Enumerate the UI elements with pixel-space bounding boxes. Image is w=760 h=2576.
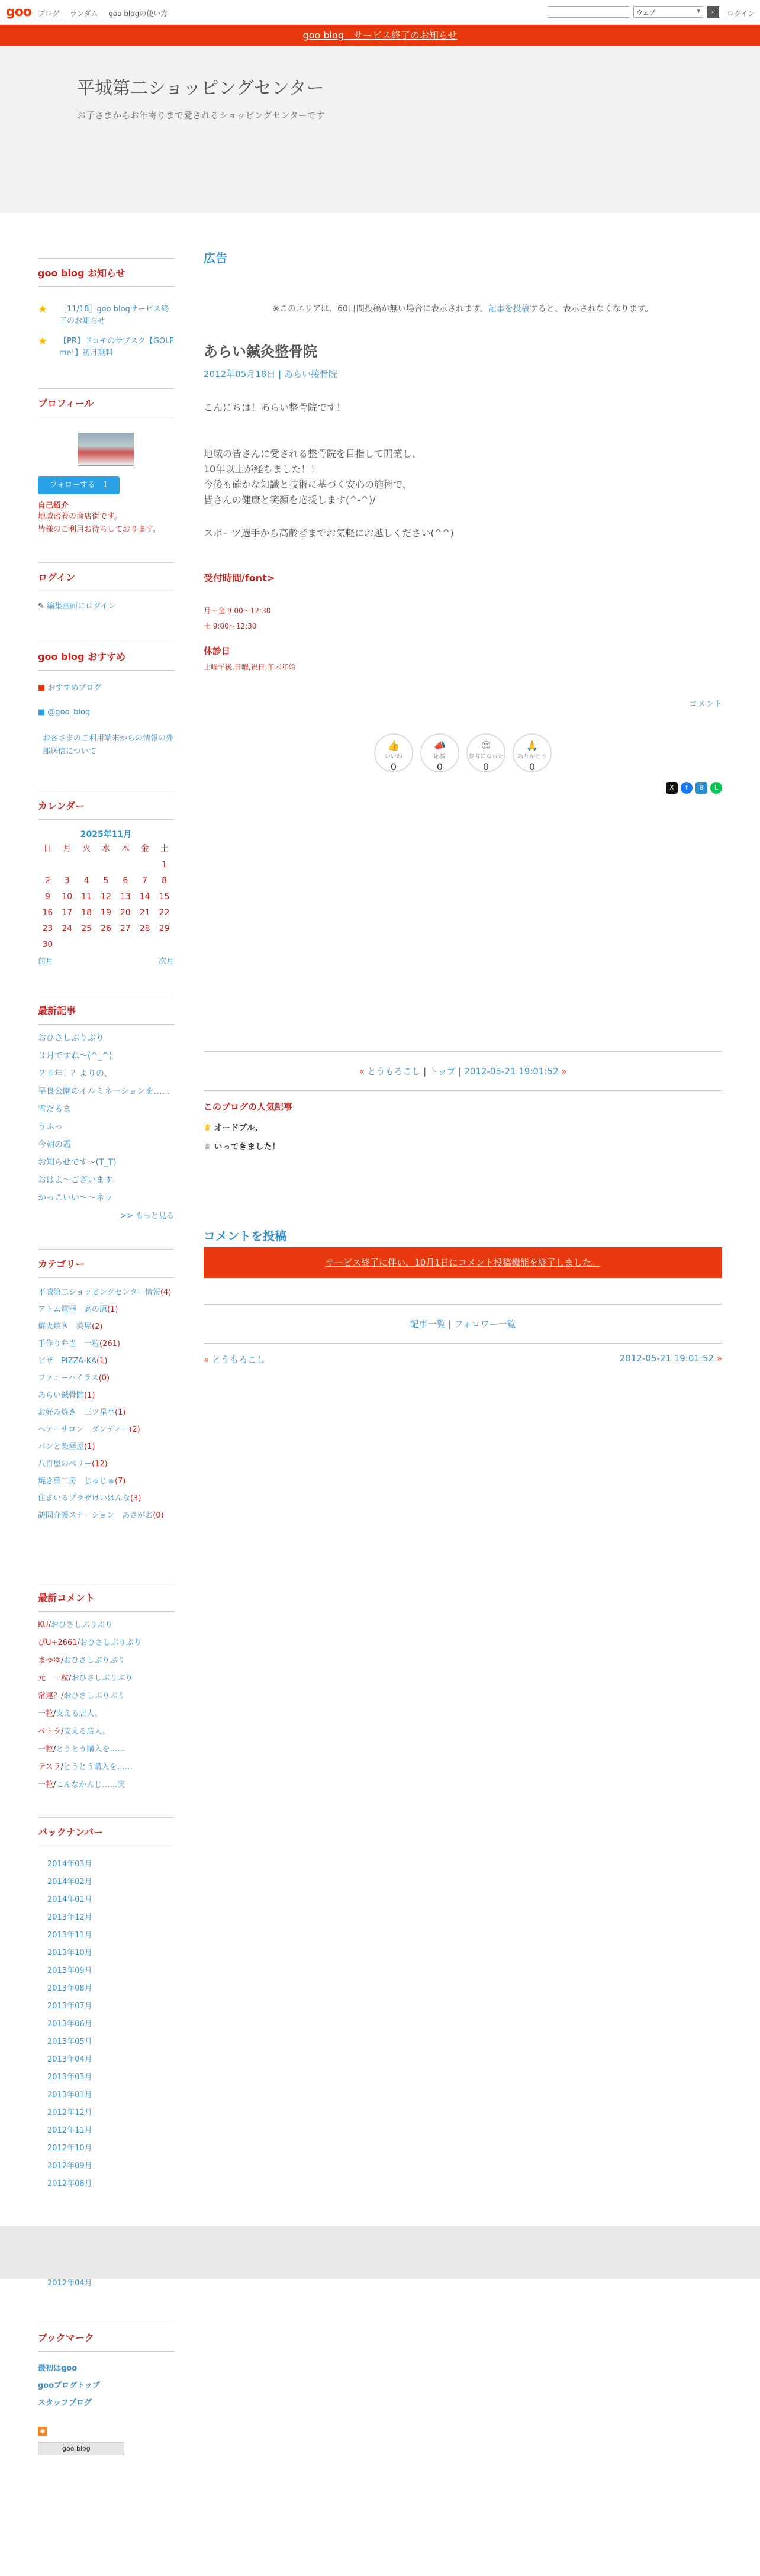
goo-blog-badge[interactable]: goo blog — [38, 2442, 124, 2455]
intro-text: 地域密着の商店街です。 皆様のご利用お待ちしております。 — [38, 512, 160, 534]
top-bar — [0, 0, 760, 25]
sidebar-calendar — [38, 791, 174, 967]
prev-post-link[interactable]: とうもろこし — [367, 1066, 421, 1077]
x-share-icon[interactable]: X — [666, 782, 678, 794]
recommend-blog-link[interactable]: おすすめブログ — [47, 684, 102, 693]
backnumber-item[interactable]: 2013年05月 — [47, 2037, 92, 2046]
calendar-day: 20 — [120, 907, 131, 917]
profile-image[interactable] — [78, 433, 134, 466]
category-count: (1) — [96, 1357, 108, 1366]
bookmark-goo[interactable]: 最初はgoo — [38, 2364, 78, 2373]
comment-separator: / — [53, 1709, 56, 1718]
blog-description: お子さまからお年寄りまで愛されるショッピングセンターです — [77, 110, 325, 121]
calendar-day: 6 — [123, 875, 128, 886]
recent-post-link[interactable]: 雪だるま — [38, 1105, 71, 1114]
comment-post-link[interactable]: 支える店人。 — [56, 1709, 102, 1718]
backnumber-item[interactable]: 2013年03月 — [47, 2073, 92, 2082]
goo-blog-icon: ■ — [38, 684, 48, 693]
category-link[interactable]: ヘアーサロン ダンディー — [38, 1425, 130, 1434]
recent-post-link[interactable]: お知らせです〜(T_T) — [38, 1158, 117, 1167]
recent-post-link[interactable]: 今朝の霜 — [38, 1140, 71, 1149]
sidebar-bookmark — [38, 2323, 174, 2455]
reaction-button[interactable] — [420, 733, 459, 772]
categories-heading: カテゴリー — [38, 1249, 174, 1278]
article-line: 今後も確かな知識と技術に基づく安心の施術で、 — [204, 479, 412, 490]
comment-item — [38, 1634, 174, 1652]
comment-post-link[interactable]: おひさしぶりぶり — [71, 1674, 133, 1683]
backnumber-item[interactable]: 2012年10月 — [47, 2144, 92, 2153]
category-item — [38, 1493, 174, 1504]
comment-item — [38, 1776, 174, 1794]
reaction-button[interactable] — [374, 733, 413, 772]
crown-silver-icon: ♛ — [204, 1142, 214, 1152]
calendar-day: 7 — [142, 875, 148, 886]
star-icon: ★ — [38, 303, 48, 315]
reaction-count: 0 — [390, 761, 397, 772]
calendar-day: 9 — [44, 891, 50, 901]
comment-author: ぴU+2661 — [38, 1638, 78, 1647]
category-count: (3) — [130, 1494, 141, 1503]
article-category[interactable]: あらい接骨院 — [284, 369, 337, 379]
calendar-day: 13 — [120, 891, 131, 901]
category-count: (0) — [98, 1374, 110, 1383]
calendar-day: 8 — [162, 875, 167, 886]
reaction-buttons — [204, 733, 722, 772]
comment-item — [38, 1759, 174, 1776]
comment-post-link[interactable]: 支える店人。 — [63, 1727, 110, 1736]
comment-separator: / — [60, 1763, 63, 1772]
calendar-empty-cell — [154, 936, 174, 952]
ad-post-link[interactable]: 記事を投稿 — [488, 304, 530, 314]
backnumber-item[interactable]: 2014年02月 — [47, 1878, 92, 1886]
ad-text-1: ※このエリアは、60日間投稿が無い場合に表示されます。 — [272, 304, 488, 314]
recent-post-link[interactable]: おひさしぶりぶり — [38, 1033, 104, 1043]
prev-arrow-icon: « — [359, 1066, 368, 1077]
category-item — [38, 1459, 174, 1470]
category-link[interactable]: あらい鍼骨院 — [38, 1391, 85, 1400]
recent-comments-heading: 最新コメント — [38, 1583, 174, 1612]
category-count: (1) — [107, 1305, 118, 1314]
calendar-day: 30 — [42, 939, 53, 949]
reaction-icon: 👍 — [388, 740, 400, 751]
category-link[interactable]: アトム電器 高の原 — [38, 1305, 108, 1314]
comment-separator: / — [53, 1780, 56, 1789]
weekday-label: 日 — [43, 844, 52, 854]
comment-author: 常連？ — [38, 1692, 62, 1701]
admin-login-link[interactable]: 編集画面にログイン — [47, 602, 116, 611]
calendar-day: 17 — [62, 907, 73, 917]
external-send-info-link[interactable]: お客さまのご利用端末からの情報の外部送信について — [43, 734, 174, 756]
reaction-count: 0 — [529, 761, 536, 772]
recent-post-link[interactable]: うふっ — [38, 1122, 63, 1132]
category-count: (12) — [92, 1460, 108, 1469]
calendar-day: 1 — [162, 859, 167, 870]
comment-author: KU — [38, 1621, 49, 1630]
category-link[interactable]: ファニーハイラス — [38, 1374, 99, 1383]
comment-item — [38, 1652, 174, 1670]
category-link[interactable]: ピザ PIZZA-KA — [38, 1357, 96, 1366]
calendar-empty-cell — [135, 936, 154, 952]
intro-title: 自己紹介 — [38, 501, 69, 510]
comment-link[interactable]: コメント — [689, 700, 722, 709]
weekday-label: 金 — [140, 844, 149, 854]
comment-author: テスラ — [38, 1763, 61, 1772]
category-link[interactable]: パンと楽器屋 — [38, 1442, 85, 1451]
comment-post-link[interactable]: とうとう購入を…… — [63, 1763, 133, 1772]
comment-item — [38, 1705, 174, 1723]
more-posts-link[interactable]: >> もっと見る — [120, 1212, 174, 1221]
blog-title[interactable]: 平城第二ショッピングセンター — [77, 78, 324, 99]
footer-separator: | — [445, 1319, 455, 1329]
category-item — [38, 1373, 174, 1384]
reaction-count: 0 — [436, 761, 443, 772]
category-item — [38, 1442, 174, 1453]
calendar-empty-cell — [77, 936, 96, 952]
backnumber-item[interactable]: 2013年12月 — [47, 1913, 92, 1922]
goo-blog-twitter-link[interactable]: @goo_blog — [47, 708, 91, 717]
comment-separator: / — [61, 1692, 64, 1701]
comment-post-link[interactable]: とうとう購入を…… — [56, 1745, 125, 1754]
article-title[interactable]: あらい鍼灸整骨院 — [204, 343, 317, 360]
calendar-day: 28 — [139, 923, 150, 933]
category-count: (4) — [160, 1288, 172, 1297]
calendar-day: 24 — [62, 923, 73, 933]
post-comment-heading: コメントを投稿 — [204, 1229, 286, 1243]
recent-post-link[interactable]: おはよ〜ございます。 — [38, 1176, 120, 1185]
news-item-1[interactable]: ［11/18］goo blogサービス終了のお知らせ — [59, 305, 169, 326]
facebook-share-icon[interactable]: f — [681, 782, 693, 794]
article-closing: スポーツ選手から高齢者までお気軽にお越しください(^^) — [204, 527, 454, 539]
next-post-link[interactable]: 2012-05-21 19:01:52 — [464, 1066, 559, 1077]
reaction-label: いいね — [385, 754, 402, 760]
calendar-table — [38, 840, 174, 952]
comment-item — [38, 1723, 174, 1741]
reaction-icon: 📣 — [434, 740, 446, 751]
footer-band — [0, 2226, 760, 2279]
weekday-label: 月 — [63, 844, 72, 854]
divider — [204, 1304, 722, 1305]
category-item — [38, 1511, 174, 1521]
post-navigation: « とうもろこし | トップ | 2012-05-21 19:01:52 » このブログの人気記事 ♛ オードブル。 ♛ いってきました！ — [204, 1051, 722, 1157]
comment-post-link[interactable]: おひさしぶりぶり — [63, 1656, 125, 1665]
comment-post-link[interactable]: こんなかんじ……実 — [56, 1780, 125, 1789]
comment-item — [38, 1617, 174, 1634]
rss-icon[interactable]: ◉ — [38, 2427, 47, 2436]
backnumber-item[interactable]: 2014年03月 — [47, 1860, 92, 1869]
comment-author: 一粒 — [38, 1709, 54, 1718]
calendar-day: 19 — [101, 907, 111, 917]
sidebar-profile — [38, 388, 174, 536]
hours-line: 月〜金 9:00〜12:30 — [204, 607, 271, 615]
calendar-day: 14 — [139, 891, 150, 901]
top-link[interactable]: トップ — [429, 1066, 456, 1077]
category-item — [38, 1408, 174, 1418]
hours-list — [204, 603, 722, 634]
bookmark-goo-blog-top[interactable]: gooブログトップ — [38, 2381, 100, 2390]
recent-posts-heading: 最新記事 — [38, 996, 174, 1025]
next-arrow-icon: » — [714, 1353, 722, 1364]
backnumber-item[interactable]: 2012年11月 — [47, 2126, 92, 2135]
main-content — [204, 249, 722, 314]
comment-separator: / — [61, 1727, 64, 1736]
category-item — [38, 1305, 174, 1315]
category-count: (261) — [99, 1339, 120, 1348]
category-count: (2) — [92, 1322, 103, 1331]
reaction-label: ありがとう — [517, 754, 547, 760]
comment-item — [38, 1688, 174, 1705]
popular-item-1[interactable]: オードブル。 — [214, 1123, 263, 1133]
recent-post-link[interactable]: ２４年！？よりの、 — [38, 1069, 112, 1078]
category-item — [38, 1356, 174, 1367]
prev-arrow-icon: « — [204, 1354, 212, 1365]
backnumber-after — [38, 2276, 174, 2288]
meta-separator: | — [275, 369, 284, 379]
top-link-blog[interactable]: ブログ — [38, 9, 60, 18]
comment-separator: / — [61, 1656, 64, 1665]
divider — [204, 1343, 722, 1344]
sidebar-categories — [38, 1249, 174, 1528]
calendar-day: 23 — [42, 923, 53, 933]
comment-separator: / — [53, 1745, 56, 1754]
comment-author: 一粒 — [38, 1780, 54, 1789]
share-buttons — [204, 782, 722, 794]
backnumber-item[interactable]: 2012年09月 — [47, 2162, 92, 2171]
comment-post-link[interactable]: おひさしぶりぶり — [79, 1638, 141, 1647]
calendar-day: 4 — [83, 875, 89, 886]
reaction-icon: 😍 — [481, 740, 491, 751]
backnumber-item[interactable]: 2013年11月 — [47, 1931, 92, 1940]
sidebar-news — [38, 258, 174, 359]
weekday-label: 水 — [101, 844, 110, 854]
popular-item-2[interactable]: いってきました！ — [214, 1142, 281, 1152]
comment-post-link[interactable]: おひさしぶりぶり — [51, 1621, 113, 1630]
bottom-prev-link[interactable]: とうもろこし — [211, 1354, 265, 1365]
comment-closed-text[interactable]: サービス終了に伴い、10月1日にコメント投稿機能を終了しました。 — [326, 1257, 600, 1268]
backnumber-item[interactable]: 2013年10月 — [47, 1949, 92, 1957]
popular-heading: このブログの人気記事 — [204, 1102, 293, 1112]
category-link[interactable]: 焼火焼き 菜屋 — [38, 1322, 92, 1331]
calendar-day: 12 — [101, 891, 111, 901]
crown-gold-icon: ♛ — [204, 1123, 214, 1133]
article-meta — [204, 368, 722, 380]
article-line: 10年以上が経ちました！！ — [204, 463, 320, 475]
hatena-share-icon[interactable]: B — [695, 782, 707, 794]
category-count: (2) — [129, 1425, 140, 1434]
calendar-day: 5 — [103, 875, 109, 886]
category-link[interactable]: 平城第二ショッピングセンター情報 — [38, 1288, 160, 1297]
category-count: (0) — [153, 1511, 164, 1520]
calendar-empty-cell — [135, 856, 154, 872]
star-icon: ★ — [38, 335, 48, 347]
backnumber-item[interactable]: 2012年08月 — [47, 2179, 92, 2188]
article — [204, 340, 722, 794]
calendar-empty-cell — [96, 936, 116, 952]
comment-separator: / — [77, 1638, 80, 1647]
news-heading: goo blog お知らせ — [38, 258, 174, 287]
category-link[interactable]: 住まいるプラザけいはんな — [38, 1494, 131, 1503]
calendar-empty-cell — [115, 856, 135, 872]
top-link-random[interactable]: ランダム — [69, 9, 98, 18]
comment-separator: / — [69, 1674, 72, 1683]
comment-post-link[interactable]: おひさしぶりぶり — [63, 1692, 125, 1701]
search-icon[interactable]: ⌕ — [707, 6, 719, 18]
recent-post-link[interactable]: かっこいい〜〜ネッ — [38, 1193, 112, 1203]
calendar-empty-cell — [77, 856, 96, 872]
search-scope-select[interactable] — [633, 6, 703, 18]
recent-post-link[interactable]: 早良公園のイルミネーションを…… — [38, 1087, 170, 1096]
calendar-day: 3 — [64, 875, 70, 886]
backnumber-item[interactable]: 2013年08月 — [47, 1984, 92, 1993]
search-input[interactable] — [548, 6, 629, 18]
follow-button[interactable]: フォローする 1 — [38, 476, 120, 494]
category-count: (7) — [115, 1477, 126, 1486]
comment-item — [38, 1670, 174, 1688]
backnumber-item[interactable]: 2013年09月 — [47, 1966, 92, 1975]
comment-separator: / — [48, 1621, 51, 1630]
sidebar-recent-comments — [38, 1583, 174, 1794]
service-end-notice[interactable]: goo blog サービス終了のお知らせ — [0, 25, 760, 46]
recommend-heading: goo blog おすすめ — [38, 642, 174, 671]
backnumber-item[interactable]: 2013年07月 — [47, 2002, 92, 2011]
calendar-day: 2 — [44, 875, 50, 886]
weekday-label: 火 — [82, 844, 91, 854]
article-line: 地域の皆さんに愛される整骨院を目指して開業し、 — [204, 448, 422, 459]
category-item — [38, 1287, 174, 1298]
calendar-heading: カレンダー — [38, 791, 174, 820]
calendar-day: 26 — [101, 923, 111, 933]
comment-section — [204, 1226, 722, 1371]
category-link[interactable]: 焼き菓工房 じゅじゅ — [38, 1477, 115, 1486]
comment-author: まゆゆ — [38, 1656, 62, 1665]
comment-author: ペトラ — [38, 1727, 62, 1736]
article-greeting: こんにちは！あらい整骨院です！ — [204, 402, 346, 413]
search-scope-value: ウェブ — [636, 9, 656, 17]
top-links — [38, 8, 176, 18]
recent-post-link[interactable]: ３月ですね〜(^_^) — [38, 1051, 112, 1061]
bookmark-heading: ブックマーク — [38, 2323, 174, 2352]
twitter-icon: ■ — [38, 708, 48, 717]
weekday-label: 木 — [121, 844, 130, 854]
category-count: (1) — [115, 1408, 126, 1417]
category-item — [38, 1476, 174, 1487]
calendar-day: 16 — [42, 907, 53, 917]
hours-line: 土 9:00〜12:30 — [204, 622, 257, 630]
holiday-title: 休診日 — [204, 646, 231, 656]
backnumber-item[interactable]: 2013年01月 — [47, 2091, 92, 2100]
backnumber-heading: バックナンバー — [38, 1817, 174, 1846]
category-item — [38, 1390, 174, 1401]
category-link[interactable]: 手作り弁当 一粒 — [38, 1339, 100, 1348]
reaction-icon: 🙏 — [526, 740, 538, 751]
calendar-day: 21 — [139, 907, 150, 917]
hours-title: 受付時間/font> — [204, 572, 275, 584]
sidebar-recommend — [38, 642, 174, 758]
followers-list-link[interactable]: フォロワー一覧 — [454, 1319, 516, 1329]
calendar-next-month[interactable]: 次月 — [158, 957, 174, 966]
reaction-count: 0 — [482, 761, 490, 772]
backnumber-item-2012-04[interactable]: 2012年04月 — [47, 2279, 92, 2288]
top-link-howto[interactable]: goo blogの使い方 — [108, 9, 168, 18]
login-heading: ログイン — [38, 562, 174, 591]
blog-header — [0, 46, 760, 213]
reaction-label: 応援 — [434, 754, 446, 760]
profile-heading: プロフィール — [38, 388, 174, 417]
article-list-link[interactable]: 記事一覧 — [410, 1319, 446, 1329]
sidebar-backnumber — [38, 1817, 174, 2193]
category-link[interactable]: 八百屋のベリー — [38, 1460, 92, 1469]
backnumber-item[interactable]: 2012年12月 — [47, 2108, 92, 2117]
ad-heading: 広告 — [204, 251, 227, 265]
bottom-next-link[interactable]: 2012-05-21 19:01:52 — [619, 1353, 714, 1364]
calendar-day: 25 — [81, 923, 92, 933]
bookmark-staff-blog[interactable]: スタッフブログ — [38, 2398, 92, 2407]
ad-text-2: すると、表示されなくなります。 — [529, 304, 653, 314]
backnumber-item[interactable]: 2013年04月 — [47, 2055, 92, 2064]
category-count: (1) — [84, 1442, 95, 1451]
divider — [204, 1090, 722, 1091]
pencil-icon: ✎ — [38, 602, 47, 611]
weekday-label: 土 — [160, 844, 169, 854]
comment-item — [38, 1741, 174, 1759]
calendar-empty-cell — [96, 856, 116, 872]
category-item — [38, 1339, 174, 1350]
comment-author: 一粒 — [38, 1745, 54, 1754]
calendar-day: 22 — [159, 907, 170, 917]
comment-closed-banner — [204, 1247, 722, 1278]
calendar-empty-cell — [38, 856, 57, 872]
calendar-prev-month[interactable]: 前月 — [38, 957, 54, 966]
category-link[interactable]: お好み焼き 三ツ星亭 — [38, 1408, 115, 1417]
category-count: (1) — [84, 1391, 95, 1400]
reaction-label: 参考になった — [468, 754, 504, 760]
reaction-button[interactable] — [513, 733, 552, 772]
category-link[interactable]: 訪問介護ステーション あさがお — [38, 1511, 153, 1520]
news-item-2[interactable]: 【PR】ドコモのサブスク【GOLF me!】初月無料 — [59, 337, 174, 358]
goo-logo[interactable]: goo — [6, 5, 31, 20]
holiday-text: 土曜午後,日曜,祝日,年末年始 — [204, 663, 296, 671]
comment-author: 元 一粒 — [38, 1674, 69, 1683]
calendar-day: 29 — [159, 923, 170, 933]
calendar-day: 11 — [81, 891, 92, 901]
next-arrow-icon: » — [558, 1066, 567, 1077]
article-paragraph — [204, 446, 722, 508]
calendar-day: 18 — [81, 907, 92, 917]
article-line: 皆さんの健康と笑顔を応援します(^-^)/ — [204, 494, 376, 505]
reaction-button[interactable] — [466, 733, 505, 772]
login-link[interactable]: ログイン — [727, 9, 755, 18]
calendar-month: 2025年11月 — [80, 830, 132, 839]
category-item — [38, 1425, 174, 1435]
sidebar-recent-posts — [38, 996, 174, 1221]
calendar-day: 15 — [159, 891, 170, 901]
line-share-icon[interactable]: L — [710, 782, 722, 794]
calendar-day: 10 — [62, 891, 73, 901]
backnumber-item[interactable]: 2013年06月 — [47, 2020, 92, 2028]
calendar-empty-cell — [57, 856, 77, 872]
calendar-day: 27 — [120, 923, 131, 933]
calendar-empty-cell — [57, 936, 77, 952]
article-date[interactable]: 2012年05月18日 — [204, 369, 276, 379]
backnumber-item[interactable]: 2014年01月 — [47, 1895, 92, 1904]
ad-notice — [204, 302, 722, 314]
category-item — [38, 1322, 174, 1332]
calendar-empty-cell — [115, 936, 135, 952]
sidebar-login — [38, 562, 174, 611]
